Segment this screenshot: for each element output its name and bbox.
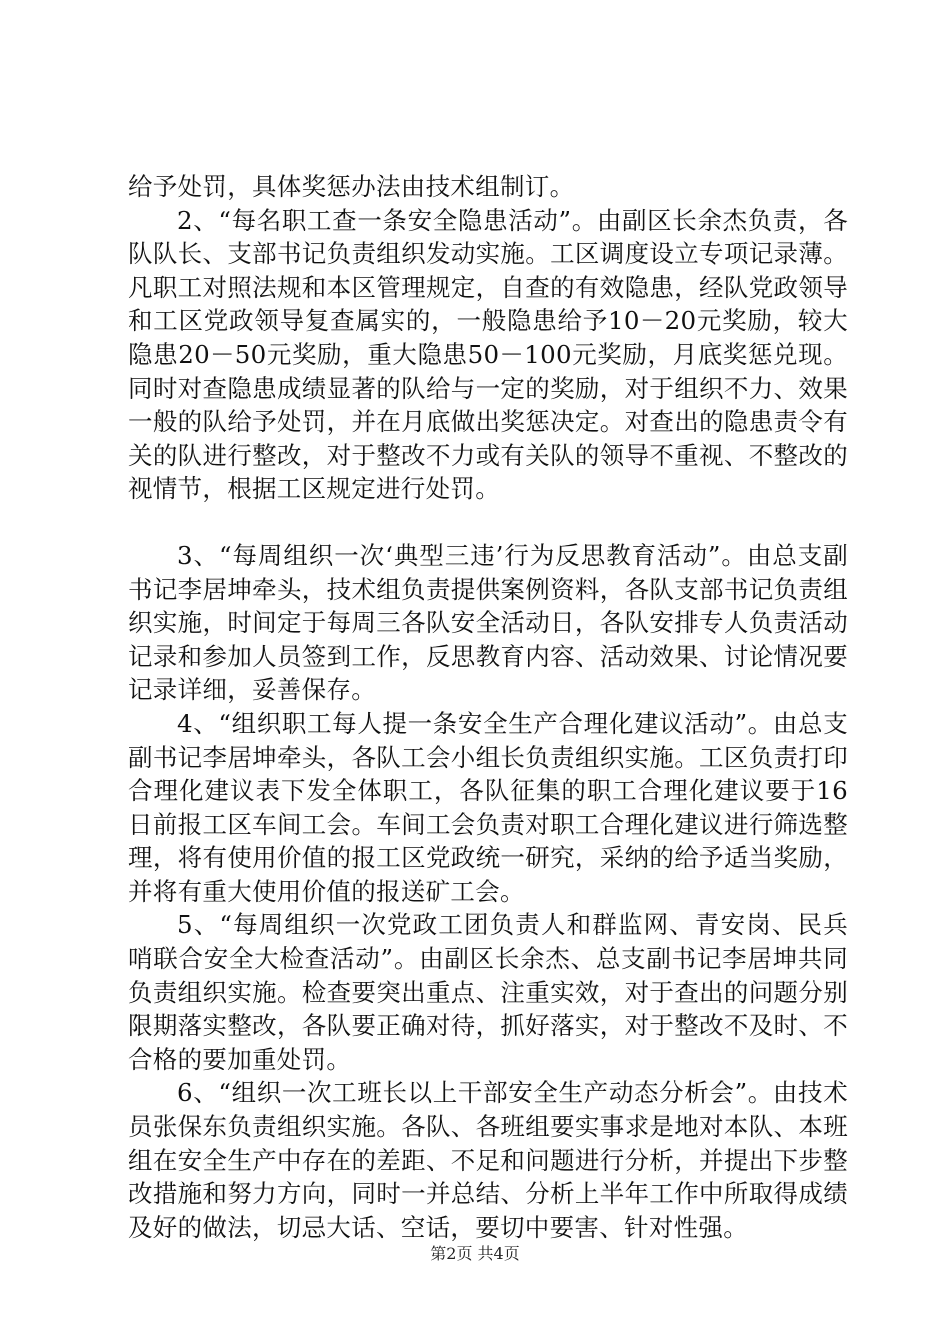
paragraph-item-2: 2、“每名职工查一条安全隐患活动”。由副区长余杰负责，各队队长、支部书记负责组织发动实施。工区调度设立专项记录薄。凡职工对照法规和本区管理规定，自查的有效隐患，经队党政领导和工区党政领导复查属实的，一般隐患给予10－20元奖励，较大隐患20－50元奖励，重大隐患50－100元奖励，月底奖惩兑现。同时对查隐患成绩显著的队给与一定的奖励，对于组织不力、效果一般的队给予处罚，并在月底做出奖惩决定。对查出的隐患责令有关的队进行整改，对于整改不力或有关队的领导不重视、不整改的视情节，根据工区规定进行处罚。: [128, 205, 848, 504]
paragraph-item-3: 3、“每周组织一次‘典型三违’行为反思教育活动”。由总支副书记李居坤牵头，技术组负责提供案例资料，各队支部书记负责组织实施，时间定于每周三各队安全活动日，各队安排专人负责活动记录和参加人员签到工作，反思教育内容、活动效果、讨论情况要记录详细，妥善保存。: [128, 540, 848, 705]
document-body: [128, 170, 848, 1244]
paragraph-item-4: 4、“组织职工每人提一条安全生产合理化建议活动”。由总支副书记李居坤牵头，各队工会小组长负责组织实施。工区负责打印合理化建议表下发全体职工，各队征集的职工合理化建议要于16日前报工区车间工会。车间工会负责对职工合理化建议进行筛选整理，将有使用价值的报工区党政统一研究，采纳的给予适当奖励，并将有重大使用价值的报送矿工会。: [128, 708, 848, 906]
paragraph-item-6: 6、“组织一次工班长以上干部安全生产动态分析会”。由技术员张保东负责组织实施。各队、各班组要实事求是地对本队、本班组在安全生产中存在的差距、不足和问题进行分析，并提出下步整改措施和努力方向，同时一并总结、分析上半年工作中所取得成绩及好的做法，切忌大话、空话，要切中要害、针对性强。: [128, 1078, 848, 1242]
page-number-footer: 第2页 共4页: [430, 1244, 520, 1263]
paragraph-continuation: 给予处罚，具体奖惩办法由技术组制订。: [128, 172, 575, 201]
paragraph-item-5: 5、“每周组织一次党政工团负责人和群监网、青安岗、民兵哨联合安全大检查活动”。由副区长余杰、总支副书记李居坤共同负责组织实施。检查要突出重点、注重实效，对于查出的问题分别限期落实整改，各队要正确对待，抓好落实，对于整改不及时、不合格的要加重处罚。: [128, 910, 848, 1074]
